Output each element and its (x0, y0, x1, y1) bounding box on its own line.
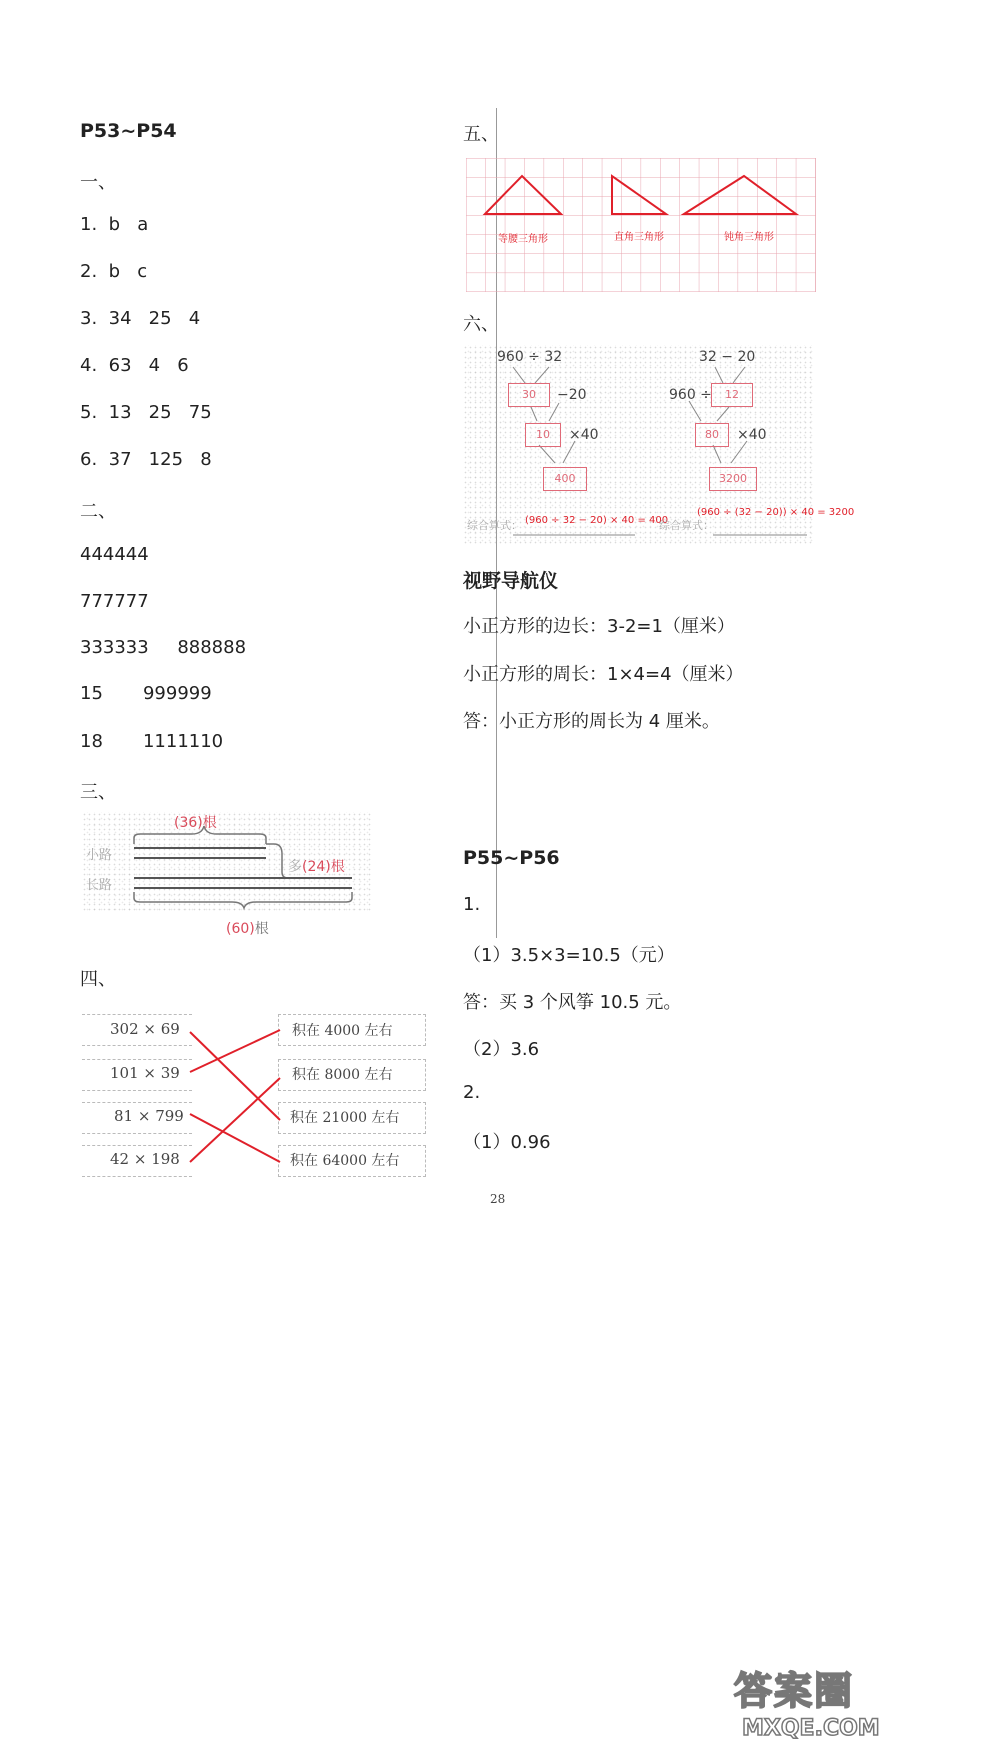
grid-svg (466, 158, 816, 292)
answer-line: 333333 888888 (80, 637, 247, 658)
answer-line: （1）0.96 (463, 1132, 551, 1153)
calc-tree-panel (463, 345, 855, 545)
range-label: 积在 64000 左右 (290, 1153, 400, 1169)
tree-op: 960 ÷ (669, 387, 712, 403)
answer-line: 小正方形的边长：3-2=1（厘米） (463, 616, 735, 637)
formula: (960 ÷ 32 − 20) × 40 = 400 (525, 515, 669, 526)
answer-line: 答：小正方形的周长为 4 厘米。 (463, 711, 720, 732)
section-label-6: 六、 (463, 314, 499, 335)
range-label: 积在 4000 左右 (292, 1023, 393, 1039)
answer-line: 小正方形的周长：1×4=4（厘米） (463, 664, 744, 685)
expr-left: 81 × 799 (114, 1107, 184, 1125)
watermark-logo (734, 1660, 874, 1720)
bottom-value: 60 (231, 921, 250, 937)
answer-line: 3. 34 25 4 (80, 308, 201, 329)
tree-op: −20 (557, 387, 587, 403)
answer-line: 6. 37 125 8 (80, 449, 212, 470)
top-count: (36)根 (174, 815, 217, 831)
expr-left: 42 × 198 (110, 1150, 180, 1168)
formula: (960 ÷ (32 − 20)) × 40 = 3200 (697, 507, 855, 518)
range-label: 积在 8000 左右 (292, 1067, 393, 1083)
section-label-2: 二、 (80, 501, 116, 522)
answer-line: 777777 (80, 591, 149, 612)
answer-line: 4. 63 4 6 (80, 355, 189, 376)
right-prefix: 多 (288, 859, 302, 875)
triangle-label: 直角三角形 (614, 232, 664, 243)
page-number: 28 (490, 1192, 506, 1206)
label-b: 长路 (86, 878, 113, 893)
answer-line: 2. (463, 1082, 481, 1103)
bottom-unit: 根 (254, 921, 269, 937)
triangle-grid (466, 158, 816, 292)
answer-line: 2. b c (80, 261, 148, 282)
answer-line: 1. b a (80, 214, 149, 235)
triangle-label: 等腰三角形 (498, 234, 548, 245)
right-unit: 根 (330, 859, 345, 875)
result-box: 30 (508, 383, 550, 407)
top-value: 36 (179, 815, 198, 831)
result-box: 400 (543, 467, 587, 491)
tree-top: 960 ÷ 32 (497, 349, 563, 365)
answer-line: 1. (463, 894, 481, 915)
answer-line: 5. 13 25 75 (80, 402, 212, 423)
tree-op: ×40 (569, 427, 599, 443)
tree-top: 32 − 20 (699, 349, 756, 365)
watermark-main: 答案圈 (734, 1669, 855, 1713)
result-box: 10 (525, 423, 561, 447)
matching-lines (180, 1010, 290, 1180)
section-heading-vision: 视野导航仪 (463, 570, 559, 592)
right-value: 24 (307, 859, 326, 875)
formula-prefix: 综合算式： (659, 519, 714, 532)
answer-line: 18 1111110 (80, 731, 224, 752)
answer-line: 444444 (80, 544, 149, 565)
triangle-label: 钝角三角形 (724, 232, 774, 243)
watermark-url: MXQE.COM (742, 1716, 880, 1741)
answer-line: 答：买 3 个风筝 10.5 元。 (463, 992, 682, 1013)
section-label-4: 四、 (80, 969, 116, 990)
answer-line: 15 999999 (80, 683, 212, 704)
bracket-diagram (82, 812, 372, 912)
formula-prefix: 综合算式： (467, 519, 522, 532)
top-unit: 根 (202, 815, 217, 831)
tree-op: ×40 (737, 427, 767, 443)
result-box: 3200 (709, 467, 757, 491)
section-heading-p55: P55~P56 (463, 847, 560, 869)
result-box: 12 (711, 383, 753, 407)
section-label-3: 三、 (80, 782, 116, 803)
range-label: 积在 21000 左右 (290, 1110, 400, 1126)
label-a: 小路 (86, 848, 113, 863)
expr-left: 302 × 69 (110, 1020, 180, 1038)
section-heading-p53: P53~P54 (80, 120, 177, 142)
section-label-5: 五、 (463, 124, 499, 145)
bottom-count: (60)根 (226, 921, 269, 937)
expr-left: 101 × 39 (110, 1064, 180, 1082)
right-count: 多(24)根 (288, 859, 345, 875)
result-box: 80 (695, 423, 729, 447)
section-label-1: 一、 (80, 172, 116, 193)
answer-line: （2）3.6 (463, 1039, 540, 1060)
answer-line: （1）3.5×3=10.5（元） (463, 945, 675, 966)
